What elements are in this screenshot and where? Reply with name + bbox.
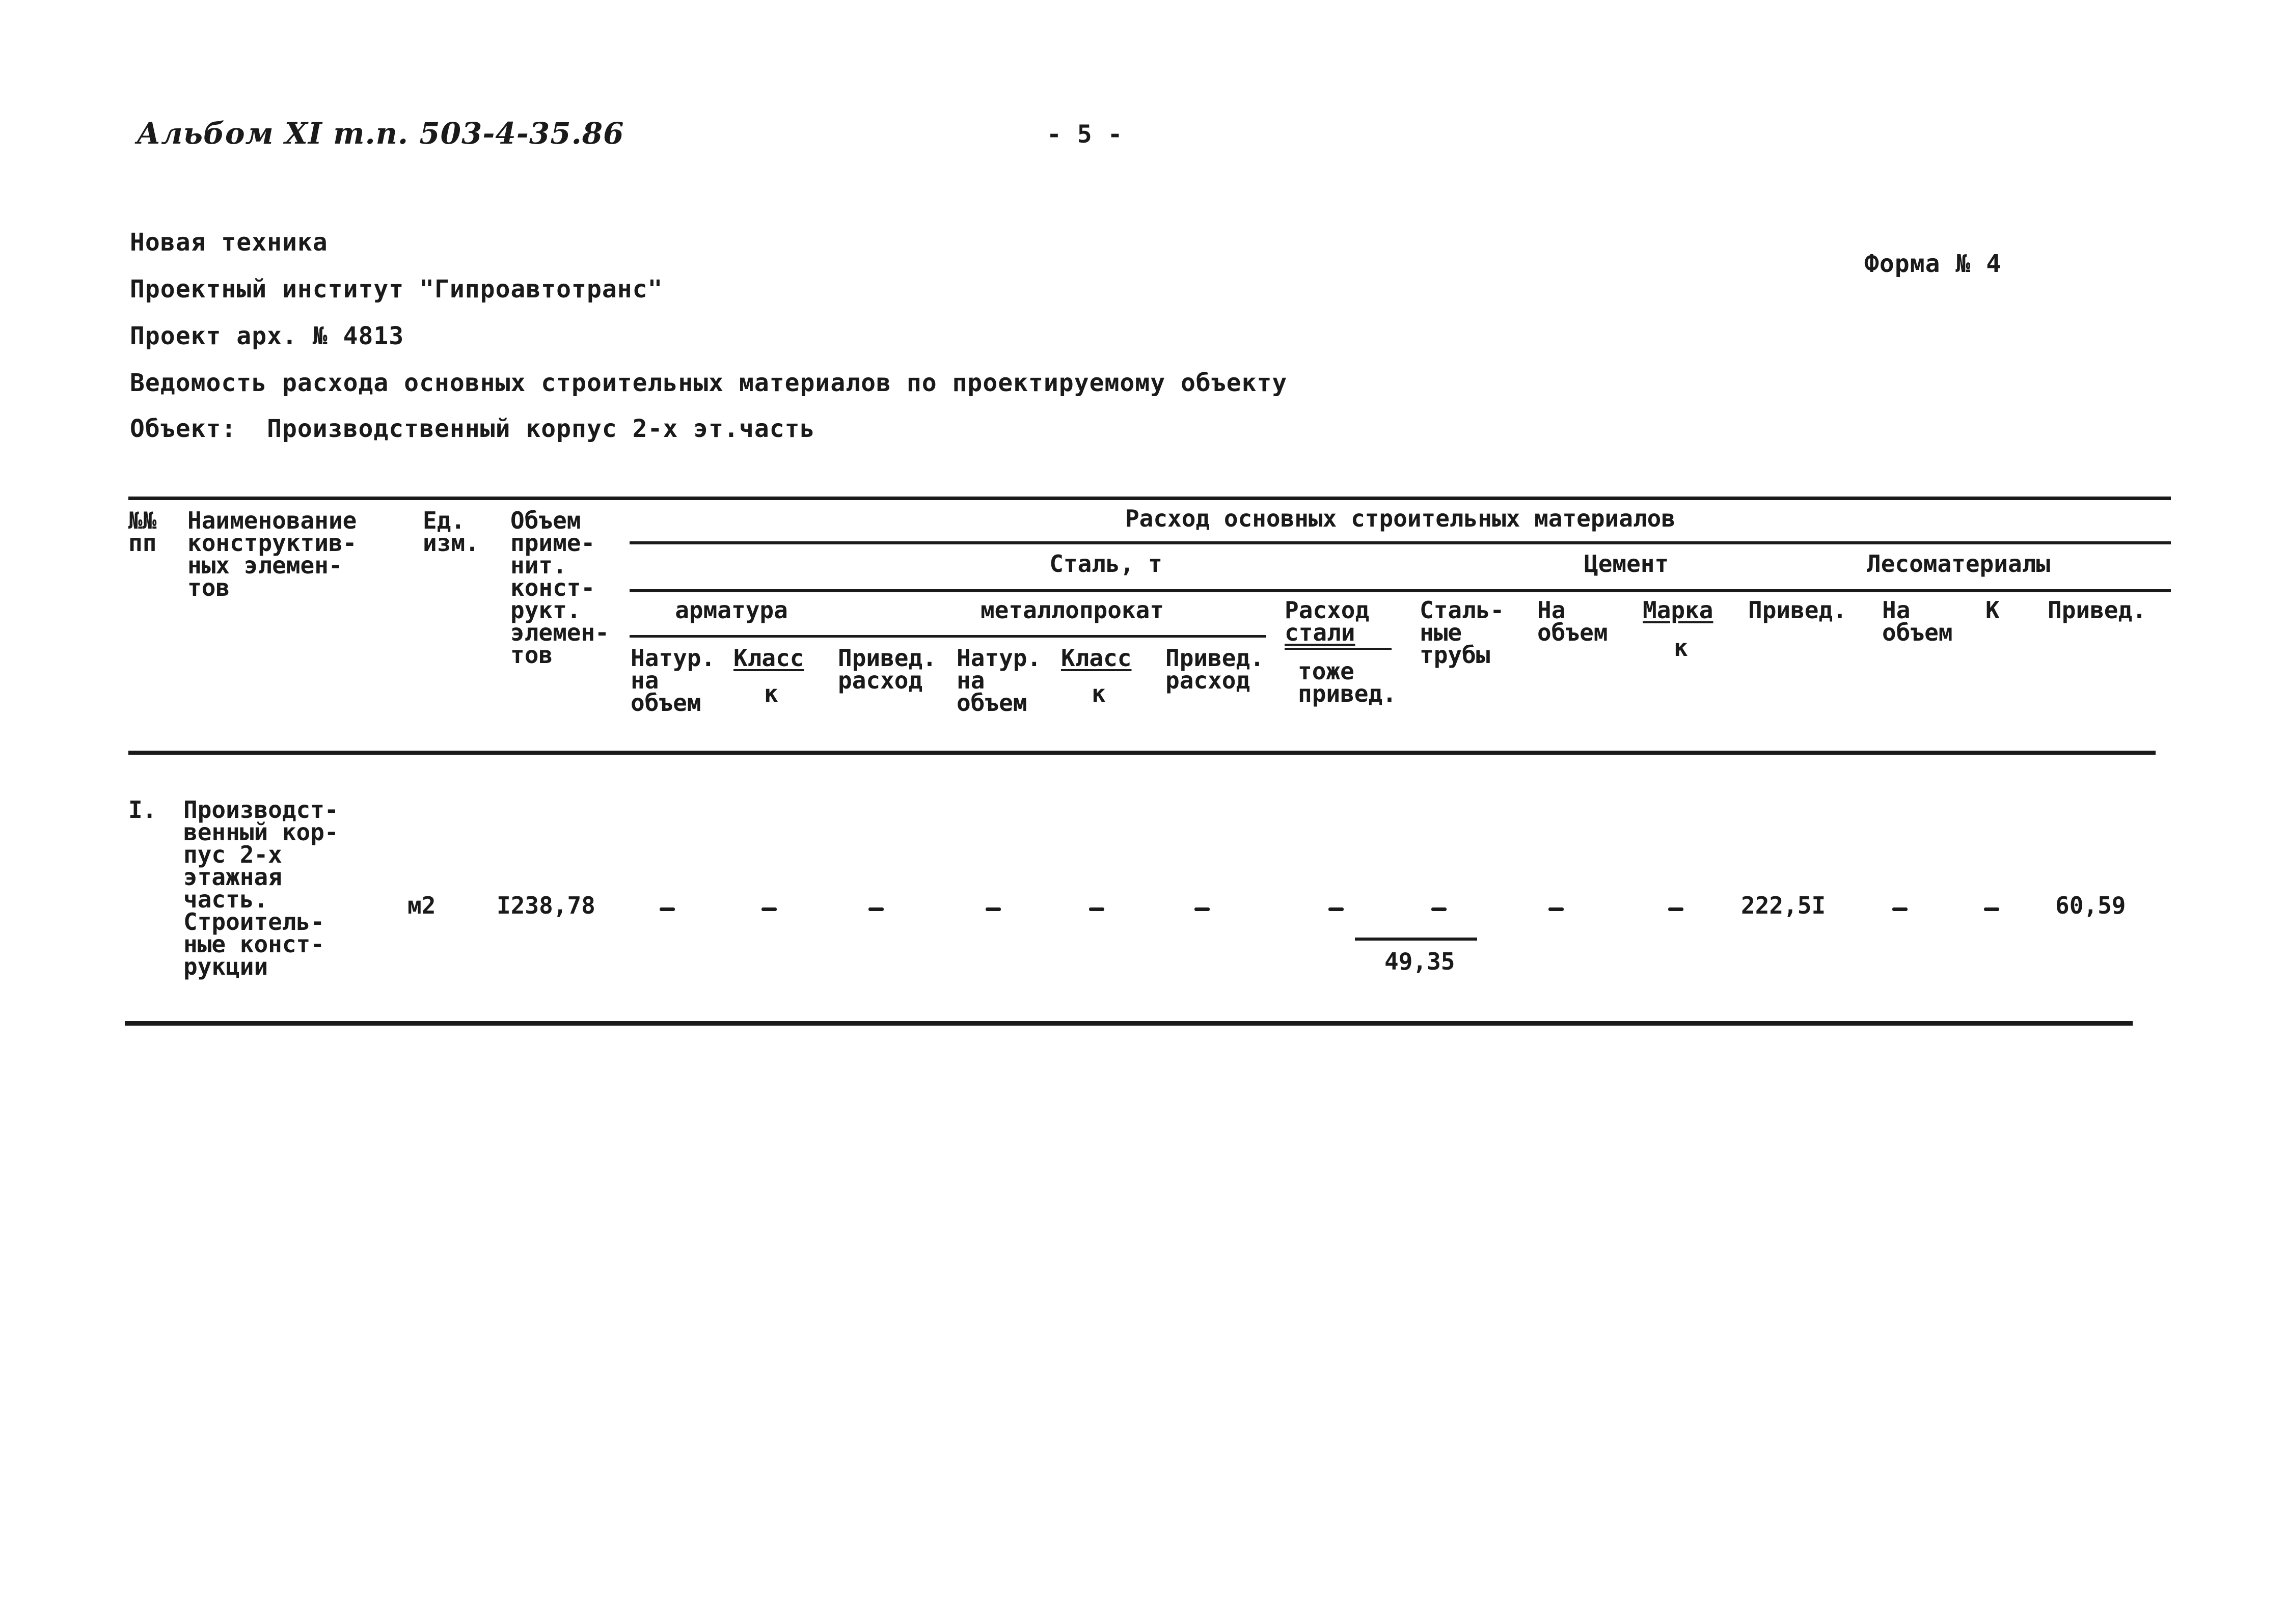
header-line-3: Проект арх. № 4813 <box>130 322 404 350</box>
table-top-rule <box>128 497 2171 500</box>
header-line-2: Проектный институт "Гипроавтотранс" <box>130 275 663 304</box>
group-cement-header: Цемент <box>1584 550 1669 577</box>
armature-class-header: Класс <box>733 644 804 672</box>
row-timber-reduced: 60,59 <box>2055 892 2126 919</box>
steel-consumption-label: стали <box>1285 619 1355 646</box>
steel-reduced-divider <box>1355 938 1477 941</box>
group-timber-header: Лесоматериалы <box>1867 550 2051 577</box>
dash-timber-volume <box>1892 907 1908 911</box>
album-note: Альбом XI т.п. 503-4-35.86 <box>137 116 624 151</box>
header-line-1: Новая техника <box>130 228 328 257</box>
armature-header: арматура <box>675 596 788 624</box>
row-unit: м2 <box>407 892 436 919</box>
timber-k-header: К <box>1985 596 2000 624</box>
header-line-5: Объект: Производственный корпус 2-х эт.часть <box>130 415 815 443</box>
dash-metal-natur <box>986 907 1001 911</box>
row-name: Производст- венный кор- пус 2-х этажная часть. Строитель- ные конст- рукции <box>183 796 339 980</box>
steel-group-rule <box>630 541 2171 544</box>
cement-reduced-header: Привед. <box>1748 596 1847 624</box>
row-volume: I238,78 <box>497 892 595 919</box>
row-number: I. <box>128 796 157 823</box>
metal-class-k: к <box>1092 680 1106 707</box>
dash-steel-pipes <box>1431 907 1447 911</box>
timber-reduced-header: Привед. <box>2048 596 2146 624</box>
metal-header: металлопрокат <box>980 596 1164 624</box>
dash-steel-consumption <box>1328 907 1344 911</box>
armature-rule <box>630 589 2171 592</box>
dash-armature-class <box>761 907 777 911</box>
col-name-header: Наименование конструктив- ных элемен- тов <box>187 507 357 601</box>
header-bottom-rule <box>128 751 2156 755</box>
row-cement-reduced: 222,5I <box>1741 892 1826 919</box>
dash-armature-reduced <box>868 907 884 911</box>
row-steel-reduced: 49,35 <box>1384 948 1455 975</box>
dash-cement-volume <box>1548 907 1564 911</box>
armature-class-k: к <box>764 680 778 707</box>
timber-per-volume-header: На объем <box>1882 596 1953 646</box>
dash-timber-k <box>1984 907 1999 911</box>
dash-metal-reduced <box>1194 907 1210 911</box>
armature-reduced-header: Привед. расход <box>838 644 937 694</box>
steel-consumption-top: Расход <box>1285 596 1370 624</box>
metal-reduced-header: Привед. расход <box>1165 644 1264 694</box>
steel-consumption-divider <box>1285 648 1392 650</box>
dash-metal-class <box>1089 907 1104 911</box>
header-line-4: Ведомость расхода основных строительных материалов по проектируемому объекту <box>130 369 1288 397</box>
metal-natur-header: Натур. на объем <box>957 644 1042 717</box>
dash-armature-natur <box>660 907 675 911</box>
table-bottom-rule <box>125 1021 2133 1026</box>
dash-cement-mark <box>1668 907 1683 911</box>
armature-natur-header: Натур. на объем <box>631 644 716 717</box>
page-number: - 5 - <box>1047 120 1123 149</box>
metal-class-header: Класс <box>1061 644 1132 672</box>
steel-consumption-bottom: тоже привед. <box>1298 657 1397 707</box>
cement-mark-header: Марка <box>1643 596 1713 624</box>
col-unit-header: Ед. изм. <box>423 507 479 557</box>
cement-mark-k: к <box>1674 634 1688 662</box>
form-label: Форма № 4 <box>1864 250 2002 278</box>
cement-per-volume-header: На объем <box>1537 596 1608 646</box>
group-steel-header: Сталь, т <box>1049 550 1162 577</box>
steel-pipes-header: Сталь- ные трубы <box>1420 596 1505 669</box>
group-main-header: Расход основных строительных материалов <box>1125 505 1676 532</box>
natur-class-rule <box>630 635 1266 638</box>
col-volume-header: Объем приме- нит. конст- рукт. элемен- тов <box>510 507 609 669</box>
col-number-header: №№ пп <box>128 507 157 557</box>
